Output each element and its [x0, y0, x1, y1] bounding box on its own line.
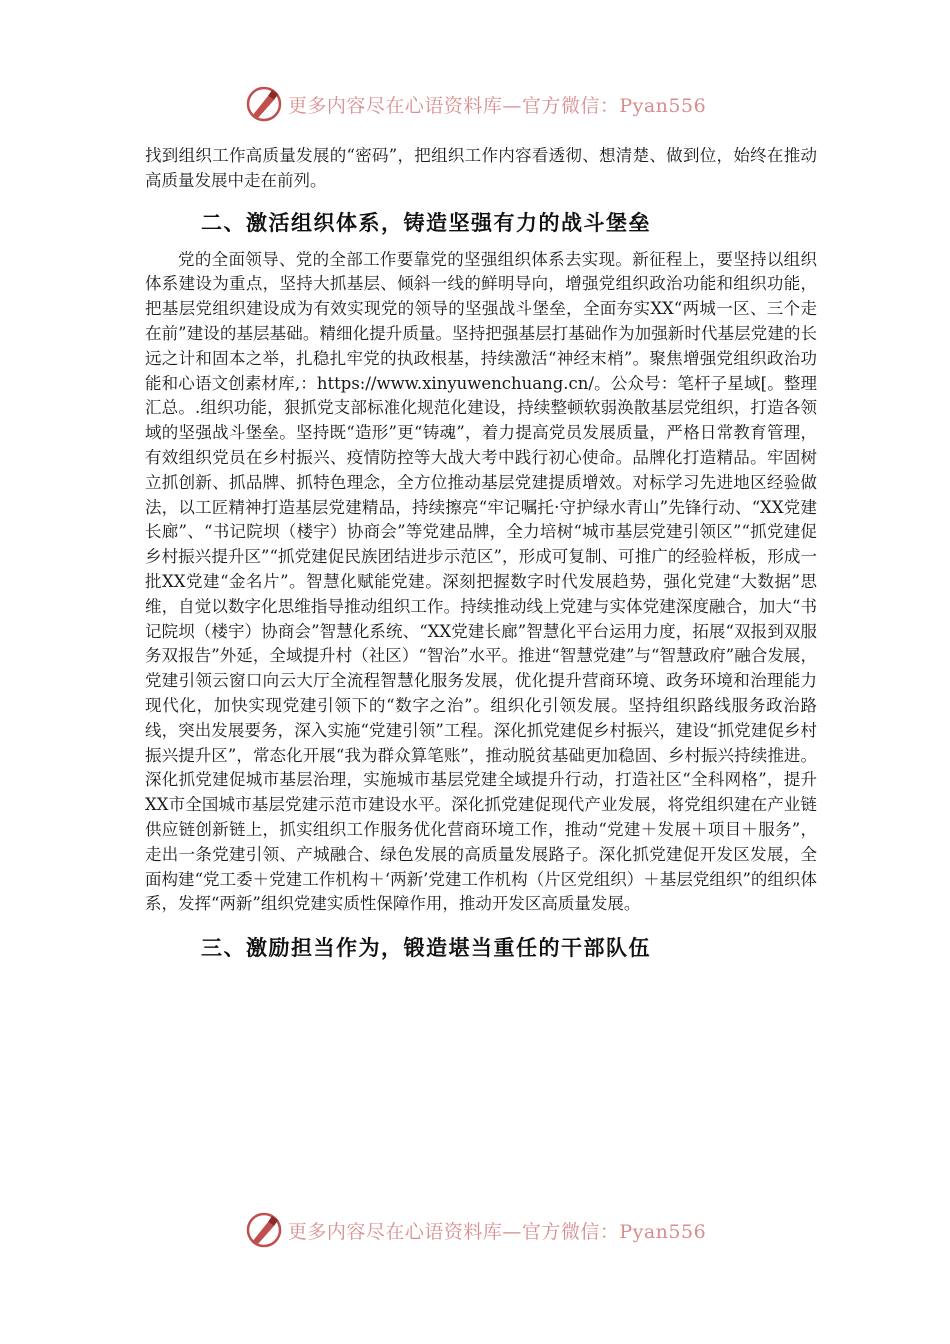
pen-nib-logo-icon	[244, 1210, 284, 1250]
section-heading-3: 三、激励担当作为，锻造堪当重任的干部队伍	[201, 936, 651, 961]
document-body	[145, 144, 817, 963]
footer-banner	[0, 1210, 950, 1250]
header-banner	[0, 84, 950, 124]
banner-text: 更多内容尽在心语资料库—官方微信：Pyan556	[287, 1220, 707, 1243]
intro-paragraph: 找到组织工作高质量发展的“密码”，把组织工作内容看透彻、想清楚、做到位，始终在推动高质量发展中走在前列。	[145, 146, 817, 190]
pen-nib-logo-icon	[244, 84, 284, 124]
section-2-paragraph: 党的全面领导、党的全部工作要靠党的坚强组织体系去实现。新征程上，要坚持以组织体系建设为重点，坚持大抓基层、倾斜一线的鲜明导向，增强党组织政治功能和组织功能，把基层党组织建设成为有效实现党的领导的坚强战斗堡垒，全面夯实XX“两城一区、三个走在前”建设的基层基础。精细化提升质量。坚持把强基层打基础作为加强新时代基层党建的长远之计和固本之举，扎稳扎牢党的执政根基，持续激活“神经末梢”。聚焦增强党组织政治功能和心语文创素材库,：https://www.xinyuwenchuang.cn/。公众号：笔杆子星域[。整理汇总。.组织功能，狠抓党支部标准化规范化建设，持续整顿软弱涣散基层党组织，打造各领域的坚强战斗堡垒。坚持既“造形”更“铸魂”，着力提高党员发展质量，严格日常教育管理，有效组织党员在乡村振兴、疫情防控等大战大考中践行初心使命。品牌化打造精品。牢固树立抓创新、抓品牌、抓特色理念，全方位推动基层党建提质增效。对标学习先进地区经验做法，以工匠精神打造基层党建精品，持续擦亮“牢记嘱托·守护绿水青山”先锋行动、“XX党建长廊”、“书记院坝（楼宇）协商会”等党建品牌，全力培树“城市基层党建引领区”“抓党建促乡村振兴提升区”“抓党建促民族团结进步示范区”，形成可复制、可推广的经验样板，形成一批XX党建“金名片”。智慧化赋能党建。深刻把握数字时代发展趋势，强化党建“大数据”思维，自觉以数字化思维指导推动组织工作。持续推动线上党建与实体党建深度融合，加大“书记院坝（楼宇）协商会”智慧化系统、“XX党建长廊”智慧化平台运用力度，拓展“双报到双服务双报告”外延，全域提升村（社区）“智治”水平。推进“智慧党建”与“智慧政府”融合发展，党建引领云窗口向云大厅全流程智慧化服务发展，优化提升营商环境、政务环境和治理能力现代化，加快实现党建引领下的“数字之治”。组织化引领发展。坚持组织路线服务政治路线，突出发展要务，深入实施“党建引领”工程。深化抓党建促乡村振兴，建设“抓党建促乡村振兴提升区”，常态化开展“我为群众算笔账”，推动脱贫基础更加稳固、乡村振兴持续推进。深化抓党建促城市基层治理，实施城市基层党建全域提升行动，打造社区“全科网格”，提升XX市全国城市基层党建示范市建设水平。深化抓党建促现代产业发展，将党组织建在产业链供应链创新链上，抓实组织工作服务优化营商环境工作，推动“党建＋发展＋项目＋服务”，走出一条党建引领、产城融合、绿色发展的高质量发展路子。深化抓党建促开发区发展，全面构建“党工委＋党建工作机构＋‘两新’党建工作机构（片区党组织）＋基层党组织”的组织体系，发挥“两新”组织党建实质性保障作用，推动开发区高质量发展。	[145, 249, 817, 914]
section-heading-2: 二、激活组织体系，铸造坚强有力的战斗堡垒	[201, 210, 651, 235]
banner-text: 更多内容尽在心语资料库—官方微信：Pyan556	[287, 94, 707, 117]
